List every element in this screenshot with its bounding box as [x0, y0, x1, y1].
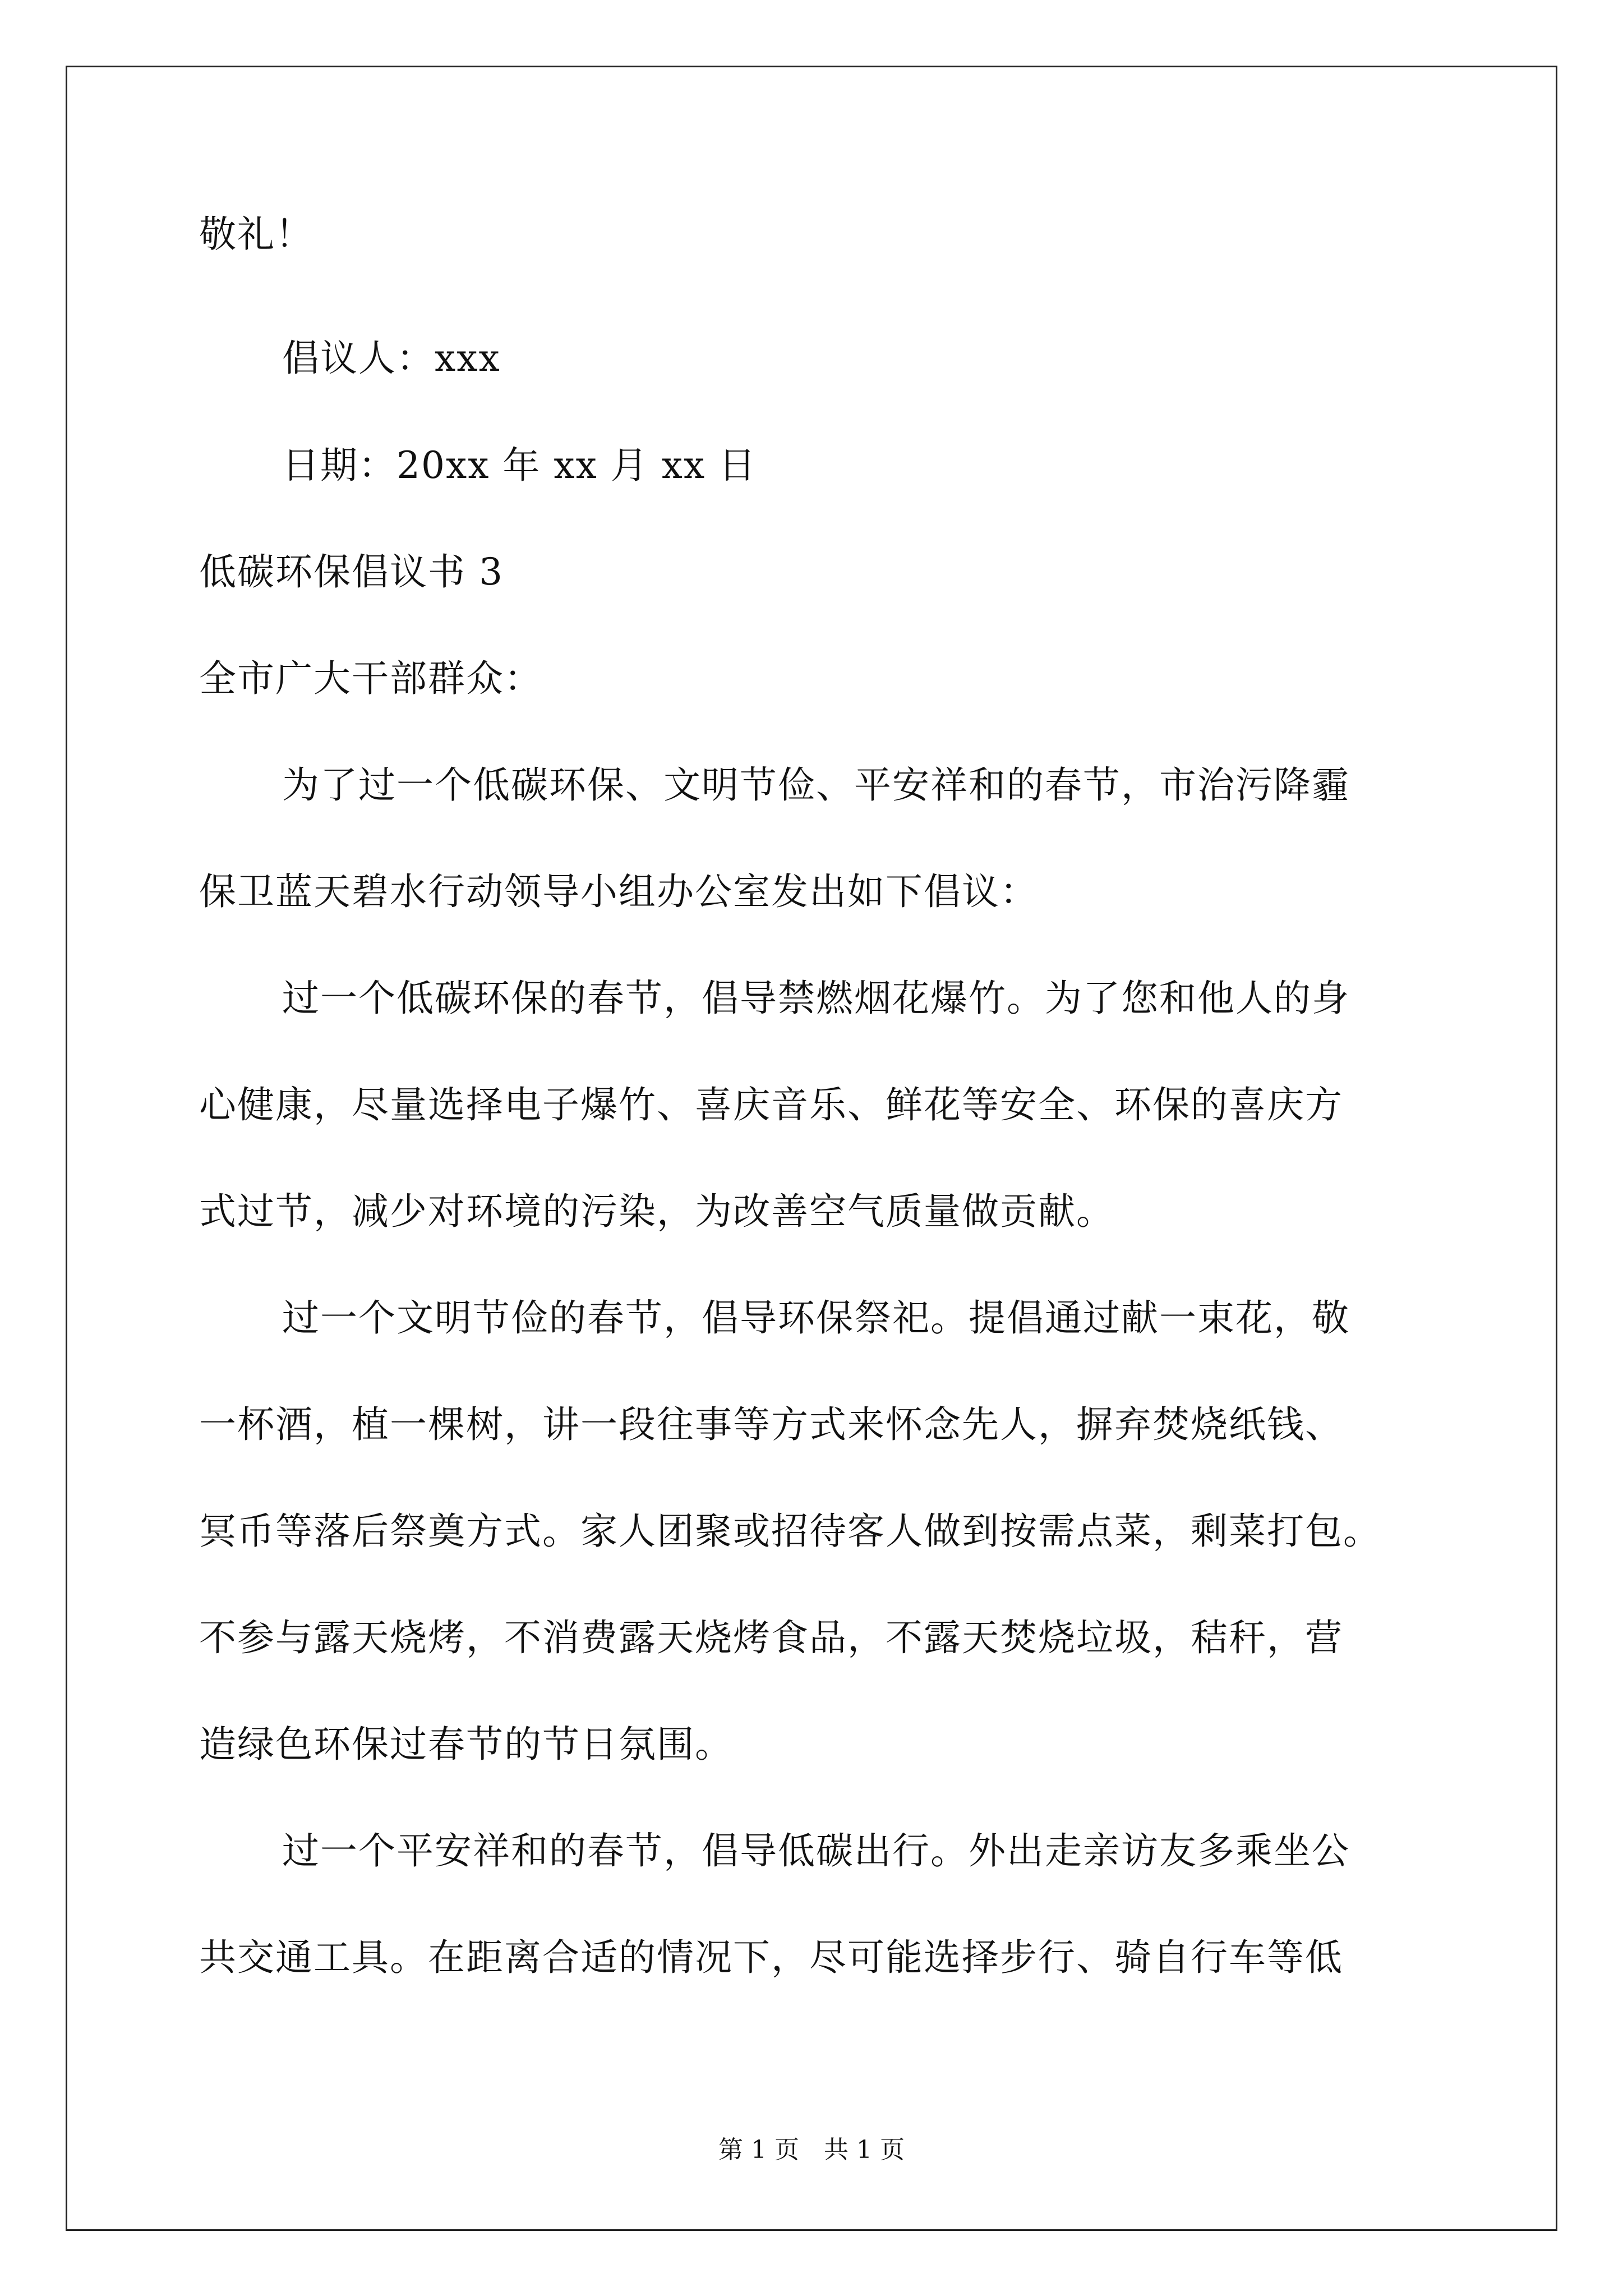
section-title: 低碳环保倡议书 3	[199, 550, 504, 593]
paragraph-line: 造绿色环保过春节的节日氛围。	[199, 1723, 733, 1766]
paragraph-line: 一杯酒，植一棵树，讲一段往事等方式来怀念先人，摒弃焚烧纸钱、	[199, 1403, 1343, 1446]
paragraph-line: 过一个文明节俭的春节，倡导环保祭祀。提倡通过献一束花，敬	[282, 1296, 1350, 1340]
paragraph-line: 式过节，减少对环境的污染，为改善空气质量做贡献。	[199, 1190, 1114, 1233]
closing-salutation: 敬礼！	[199, 213, 313, 256]
addressee-line: 全市广大干部群众：	[199, 657, 542, 700]
paragraph-line: 过一个平安祥和的春节，倡导低碳出行。外出走亲访友多乘坐公	[282, 1829, 1350, 1872]
paragraph-line: 共交通工具。在距离合适的情况下，尽可能选择步行、骑自行车等低	[199, 1936, 1343, 1979]
paragraph-line: 为了过一个低碳环保、文明节俭、平安祥和的春节，市治污降霾	[282, 763, 1350, 807]
paragraph-line: 冥币等落后祭奠方式。家人团聚或招待客人做到按需点菜，剩菜打包。	[199, 1510, 1381, 1553]
paragraph-line: 过一个低碳环保的春节，倡导禁燃烟花爆竹。为了您和他人的身	[282, 977, 1350, 1020]
page-footer: 第 1 页 共 1 页	[718, 2136, 905, 2164]
paragraph-line: 保卫蓝天碧水行动领导小组办公室发出如下倡议：	[199, 870, 1038, 913]
page-border	[66, 66, 1557, 2231]
paragraph-line: 心健康，尽量选择电子爆竹、喜庆音乐、鲜花等安全、环保的喜庆方	[199, 1083, 1343, 1126]
paragraph-line: 不参与露天烧烤，不消费露天烧烤食品，不露天焚烧垃圾，秸秆，营	[199, 1616, 1343, 1659]
date-line: 日期：20xx 年 xx 月 xx 日	[282, 444, 757, 487]
proposer-line: 倡议人：xxx	[282, 337, 501, 380]
